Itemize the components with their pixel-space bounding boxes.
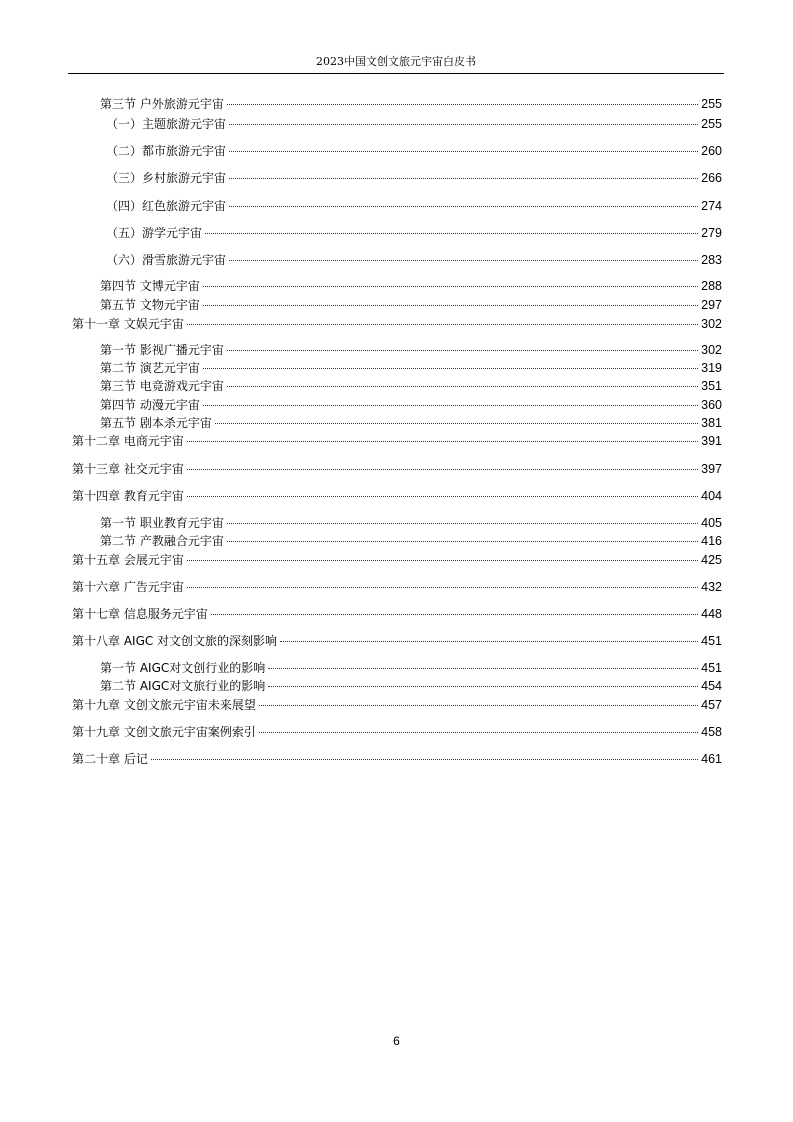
toc-dot-leader (259, 732, 698, 733)
toc-entry-label: 第十一章 文娱元宇宙 (72, 317, 184, 331)
toc-dot-leader (280, 641, 698, 642)
toc-entry-page: 416 (701, 534, 722, 548)
toc-dot-leader (227, 350, 698, 351)
toc-entry[interactable] (106, 170, 722, 186)
toc-entry-page: 451 (701, 661, 722, 675)
toc-dot-leader (203, 368, 698, 369)
toc-dot-leader (227, 386, 698, 387)
toc-dot-leader (187, 496, 698, 497)
toc-entry[interactable] (100, 342, 722, 358)
toc-dot-leader (229, 151, 698, 152)
toc-entry[interactable] (100, 378, 722, 394)
toc-entry-page: 319 (701, 361, 722, 375)
toc-entry[interactable] (72, 751, 722, 767)
toc-entry-label: （六）滑雪旅游元宇宙 (106, 253, 227, 267)
toc-entry[interactable] (72, 552, 722, 568)
toc-entry-label: 第二节 演艺元宇宙 (100, 361, 200, 375)
toc-entry-page: 458 (701, 725, 722, 739)
toc-entry-label: 第二节 产教融合元宇宙 (100, 534, 224, 548)
toc-entry[interactable] (72, 316, 722, 332)
toc-entry-page: 288 (701, 279, 722, 293)
toc-entry-label: 第一节 职业教育元宇宙 (100, 516, 224, 530)
toc-entry[interactable] (106, 143, 722, 159)
toc-entry[interactable] (100, 397, 722, 413)
toc-entry[interactable] (72, 724, 722, 740)
toc-dot-leader (229, 206, 698, 207)
toc-entry-label: 第二十章 后记 (72, 752, 148, 766)
toc-dot-leader (259, 705, 698, 706)
toc-entry-page: 405 (701, 516, 722, 530)
toc-dot-leader (187, 587, 698, 588)
toc-entry-page: 266 (701, 171, 722, 185)
toc-dot-leader (205, 233, 698, 234)
toc-entry-page: 255 (701, 117, 722, 131)
toc-entry[interactable] (100, 278, 722, 294)
toc-entry-label: （二）都市旅游元宇宙 (106, 144, 227, 158)
toc-entry-page: 391 (701, 434, 722, 448)
toc-dot-leader (187, 441, 698, 442)
toc-dot-leader (203, 305, 698, 306)
toc-entry-page: 381 (701, 416, 722, 430)
toc-entry-label: 第十四章 教育元宇宙 (72, 489, 184, 503)
toc-dot-leader (229, 260, 698, 261)
toc-dot-leader (227, 104, 698, 105)
toc-entry[interactable] (100, 96, 722, 112)
toc-entry-label: （三）乡村旅游元宇宙 (106, 171, 227, 185)
toc-entry-label: 第一节 AIGC对文创行业的影响 (100, 661, 266, 675)
toc-entry[interactable] (100, 297, 722, 313)
toc-entry-page: 297 (701, 298, 722, 312)
toc-entry-label: 第十九章 文创文旅元宇宙案例索引 (72, 725, 256, 739)
toc-entry[interactable] (72, 488, 722, 504)
toc-entry-page: 274 (701, 199, 722, 213)
toc-entry[interactable] (72, 433, 722, 449)
toc-entry[interactable] (72, 606, 722, 622)
toc-entry-label: 第三节 户外旅游元宇宙 (100, 97, 224, 111)
toc-entry-label: （五）游学元宇宙 (106, 226, 203, 240)
toc-entry-label: 第五节 文物元宇宙 (100, 298, 200, 312)
toc-entry-page: 404 (701, 489, 722, 503)
toc-entry[interactable] (100, 515, 722, 531)
page-number: 6 (393, 1034, 400, 1048)
toc-entry[interactable] (72, 697, 722, 713)
toc-dot-leader (203, 405, 698, 406)
toc-entry[interactable] (106, 225, 722, 241)
toc-entry-page: 279 (701, 226, 722, 240)
toc-entry[interactable] (106, 252, 722, 268)
toc-entry[interactable] (100, 415, 722, 431)
toc-dot-leader (268, 668, 698, 669)
toc-entry[interactable] (106, 116, 722, 132)
toc-entry-page: 425 (701, 553, 722, 567)
toc-entry[interactable] (100, 533, 722, 549)
toc-entry-page: 351 (701, 379, 722, 393)
toc-entry-page: 360 (701, 398, 722, 412)
toc-entry-label: 第十六章 广告元宇宙 (72, 580, 184, 594)
toc-entry[interactable] (72, 633, 722, 649)
toc-dot-leader (227, 541, 698, 542)
toc-entry-label: 第十二章 电商元宇宙 (72, 434, 184, 448)
toc-entry-label: （一）主题旅游元宇宙 (106, 117, 227, 131)
toc-entry-page: 397 (701, 462, 722, 476)
toc-dot-leader (211, 614, 698, 615)
toc-entry-label: 第三节 电竞游戏元宇宙 (100, 379, 224, 393)
toc-entry-label: 第十三章 社交元宇宙 (72, 462, 184, 476)
toc-entry-page: 457 (701, 698, 722, 712)
toc-dot-leader (203, 286, 698, 287)
toc-dot-leader (215, 423, 698, 424)
toc-entry-label: 第十八章 AIGC 对文创文旅的深刻影响 (72, 634, 278, 648)
toc-entry[interactable] (72, 461, 722, 477)
toc-entry-page: 432 (701, 580, 722, 594)
toc-dot-leader (229, 124, 698, 125)
toc-entry-label: 第五节 剧本杀元宇宙 (100, 416, 212, 430)
toc-entry[interactable] (106, 198, 722, 214)
toc-entry-label: 第四节 文博元宇宙 (100, 279, 200, 293)
toc-entry[interactable] (100, 360, 722, 376)
toc-entry[interactable] (100, 660, 722, 676)
running-header: 2023中国文创文旅元宇宙白皮书 (316, 55, 476, 68)
toc-entry[interactable] (72, 579, 722, 595)
toc-entry-label: 第十五章 会展元宇宙 (72, 553, 184, 567)
toc-dot-leader (187, 469, 698, 470)
header-rule (68, 73, 724, 74)
toc-entry-label: 第十九章 文创文旅元宇宙未来展望 (72, 698, 256, 712)
toc-entry[interactable] (100, 678, 722, 694)
toc-entry-page: 302 (701, 343, 722, 357)
toc-dot-leader (229, 178, 698, 179)
toc-entry-page: 283 (701, 253, 722, 267)
toc-dot-leader (268, 686, 698, 687)
toc-entry-label: 第一节 影视广播元宇宙 (100, 343, 224, 357)
toc-entry-page: 451 (701, 634, 722, 648)
toc-entry-page: 448 (701, 607, 722, 621)
toc-entry-page: 454 (701, 679, 722, 693)
toc-entry-page: 260 (701, 144, 722, 158)
toc-entry-page: 302 (701, 317, 722, 331)
toc-entry-label: 第十七章 信息服务元宇宙 (72, 607, 208, 621)
toc-entry-page: 255 (701, 97, 722, 111)
toc-dot-leader (151, 759, 698, 760)
toc-entry-label: 第二节 AIGC对文旅行业的影响 (100, 679, 266, 693)
toc-entry-label: （四）红色旅游元宇宙 (106, 199, 227, 213)
toc-entry-label: 第四节 动漫元宇宙 (100, 398, 200, 412)
toc-dot-leader (227, 523, 698, 524)
toc-dot-leader (187, 560, 698, 561)
toc-entry-page: 461 (701, 752, 722, 766)
toc-dot-leader (187, 324, 698, 325)
